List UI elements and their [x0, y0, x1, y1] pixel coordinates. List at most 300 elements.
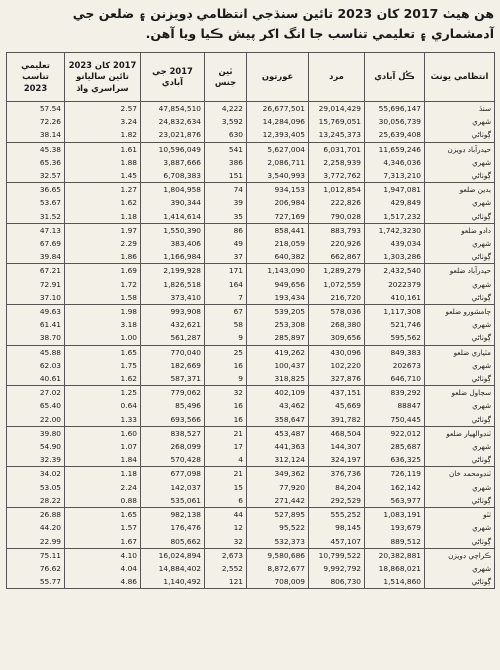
table-row [7, 426, 495, 440]
third-gender-cell: 2,552 [205, 562, 247, 575]
literacy-cell: 65.36 [7, 156, 65, 169]
female-cell: 318,825 [247, 372, 309, 386]
col-header-growth: 2017 کان 2023 تائين ساليانو سراسري واڌ [65, 53, 141, 102]
pop2017-cell: 770,040 [141, 345, 205, 359]
table-row [7, 115, 495, 128]
total-cell: 88847 [365, 399, 425, 412]
table-row [7, 467, 495, 481]
table-row [7, 453, 495, 467]
male-cell: 555,252 [309, 508, 365, 522]
pop2017-cell: 24,832,634 [141, 115, 205, 128]
unit-name-cell: ڳوٺاڻي [425, 169, 495, 183]
male-cell: 3,772,762 [309, 169, 365, 183]
total-cell: 193,679 [365, 521, 425, 534]
total-cell: 889,512 [365, 535, 425, 549]
female-cell: 934,153 [247, 183, 309, 197]
col-header-literacy: تعليمي تناسب 2023 [7, 53, 65, 102]
third-gender-cell: 6 [205, 494, 247, 508]
literacy-cell: 76.62 [7, 562, 65, 575]
male-cell: 292,529 [309, 494, 365, 508]
unit-name-cell: ڳوٺاڻي [425, 372, 495, 386]
unit-name-cell: شهري [425, 278, 495, 291]
total-cell: 18,868,021 [365, 562, 425, 575]
female-cell: 539,205 [247, 305, 309, 319]
male-cell: 45,669 [309, 399, 365, 412]
pop2017-cell: 779,062 [141, 386, 205, 400]
total-cell: 162,142 [365, 481, 425, 494]
pop2017-cell: 535,061 [141, 494, 205, 508]
male-cell: 790,028 [309, 210, 365, 224]
table-row [7, 210, 495, 224]
pop2017-cell: 1,166,984 [141, 250, 205, 264]
third-gender-cell: 21 [205, 426, 247, 440]
total-cell: 1,117,308 [365, 305, 425, 319]
pop2017-cell: 14,884,402 [141, 562, 205, 575]
literacy-cell: 40.61 [7, 372, 65, 386]
literacy-cell: 54.90 [7, 440, 65, 453]
male-cell: 268,380 [309, 318, 365, 331]
growth-cell: 1.45 [65, 169, 141, 183]
growth-cell: 1.27 [65, 183, 141, 197]
growth-cell: 1.75 [65, 359, 141, 372]
pop2017-cell: 838,527 [141, 426, 205, 440]
male-cell: 15,769,051 [309, 115, 365, 128]
third-gender-cell: 3,592 [205, 115, 247, 128]
literacy-cell: 38.70 [7, 331, 65, 345]
female-cell: 5,627,004 [247, 142, 309, 156]
table-row [7, 399, 495, 412]
male-cell: 806,730 [309, 575, 365, 589]
male-cell: 430,096 [309, 345, 365, 359]
growth-cell: 0.88 [65, 494, 141, 508]
male-cell: 468,504 [309, 426, 365, 440]
table-row [7, 156, 495, 169]
unit-name-cell: ڄامشورو ضلعو [425, 305, 495, 319]
growth-cell: 1.62 [65, 372, 141, 386]
growth-cell: 1.67 [65, 535, 141, 549]
third-gender-cell: 37 [205, 250, 247, 264]
unit-name-cell: ڳوٺاڻي [425, 494, 495, 508]
unit-name-cell: ٽنڊوالهيار ضلعو [425, 426, 495, 440]
literacy-cell: 34.02 [7, 467, 65, 481]
female-cell: 441,363 [247, 440, 309, 453]
col-header-male: مرد [309, 53, 365, 102]
third-gender-cell: 16 [205, 399, 247, 412]
male-cell: 1,072,559 [309, 278, 365, 291]
literacy-cell: 47.13 [7, 223, 65, 237]
third-gender-cell: 21 [205, 467, 247, 481]
pop2017-cell: 268,099 [141, 440, 205, 453]
growth-cell: 1.69 [65, 264, 141, 278]
third-gender-cell: 2,673 [205, 548, 247, 562]
male-cell: 216,720 [309, 291, 365, 305]
total-cell: 726,119 [365, 467, 425, 481]
table-row [7, 372, 495, 386]
total-cell: 1,742,3230 [365, 223, 425, 237]
female-cell: 2,086,711 [247, 156, 309, 169]
unit-name-cell: شهري [425, 115, 495, 128]
male-cell: 222,826 [309, 196, 365, 209]
col-header-third-gender: ٽين جنس [205, 53, 247, 102]
growth-cell: 1.58 [65, 291, 141, 305]
literacy-cell: 22.00 [7, 413, 65, 427]
pop2017-cell: 561,287 [141, 331, 205, 345]
pop2017-cell: 1,414,614 [141, 210, 205, 224]
pop2017-cell: 47,854,510 [141, 102, 205, 116]
total-cell: 1,083,191 [365, 508, 425, 522]
female-cell: 218,059 [247, 237, 309, 250]
female-cell: 253,308 [247, 318, 309, 331]
male-cell: 84,204 [309, 481, 365, 494]
third-gender-cell: 17 [205, 440, 247, 453]
literacy-cell: 32.57 [7, 169, 65, 183]
growth-cell: 1.00 [65, 331, 141, 345]
table-row [7, 331, 495, 345]
total-cell: 922,012 [365, 426, 425, 440]
male-cell: 437,151 [309, 386, 365, 400]
literacy-cell: 44.20 [7, 521, 65, 534]
growth-cell: 4.04 [65, 562, 141, 575]
table-row [7, 494, 495, 508]
table-row [7, 535, 495, 549]
unit-name-cell: شهري [425, 562, 495, 575]
male-cell: 9,992,792 [309, 562, 365, 575]
table-row [7, 548, 495, 562]
male-cell: 327,876 [309, 372, 365, 386]
female-cell: 312,124 [247, 453, 309, 467]
male-cell: 1,012,854 [309, 183, 365, 197]
table-row [7, 102, 495, 116]
literacy-cell: 45.88 [7, 345, 65, 359]
pop2017-cell: 805,662 [141, 535, 205, 549]
table-row [7, 237, 495, 250]
unit-name-cell: ڳوٺاڻي [425, 535, 495, 549]
unit-name-cell: حيدرآباد ضلعو [425, 264, 495, 278]
unit-name-cell: ٺٽو [425, 508, 495, 522]
col-header-unit: انتظامي يونٽ [425, 53, 495, 102]
literacy-cell: 65.40 [7, 399, 65, 412]
literacy-cell: 27.02 [7, 386, 65, 400]
literacy-cell: 36.65 [7, 183, 65, 197]
female-cell: 349,362 [247, 467, 309, 481]
literacy-cell: 32.39 [7, 453, 65, 467]
table-row [7, 413, 495, 427]
growth-cell: 1.61 [65, 142, 141, 156]
third-gender-cell: 16 [205, 359, 247, 372]
pop2017-cell: 16,024,894 [141, 548, 205, 562]
unit-name-cell: ڳوٺاڻي [425, 128, 495, 142]
growth-cell: 1.62 [65, 196, 141, 209]
unit-name-cell: ڳوٺاڻي [425, 413, 495, 427]
pop2017-cell: 390,344 [141, 196, 205, 209]
male-cell: 29,014,429 [309, 102, 365, 116]
literacy-cell: 38.14 [7, 128, 65, 142]
third-gender-cell: 35 [205, 210, 247, 224]
third-gender-cell: 164 [205, 278, 247, 291]
literacy-cell: 39.84 [7, 250, 65, 264]
unit-name-cell: ڳوٺاڻي [425, 575, 495, 589]
unit-name-cell: بدين ضلعو [425, 183, 495, 197]
total-cell: 1,514,860 [365, 575, 425, 589]
pop2017-cell: 570,428 [141, 453, 205, 467]
female-cell: 193,434 [247, 291, 309, 305]
literacy-cell: 67.21 [7, 264, 65, 278]
male-cell: 1,289,279 [309, 264, 365, 278]
third-gender-cell: 9 [205, 372, 247, 386]
total-cell: 563,977 [365, 494, 425, 508]
growth-cell: 4.86 [65, 575, 141, 589]
pop2017-cell: 23,021,876 [141, 128, 205, 142]
female-cell: 9,580,686 [247, 548, 309, 562]
third-gender-cell: 32 [205, 386, 247, 400]
female-cell: 402,109 [247, 386, 309, 400]
literacy-cell: 53.05 [7, 481, 65, 494]
total-cell: 25,639,408 [365, 128, 425, 142]
literacy-cell: 37.10 [7, 291, 65, 305]
female-cell: 640,382 [247, 250, 309, 264]
third-gender-cell: 74 [205, 183, 247, 197]
growth-cell: 2.57 [65, 102, 141, 116]
total-cell: 285,687 [365, 440, 425, 453]
total-cell: 202673 [365, 359, 425, 372]
growth-cell: 1.88 [65, 156, 141, 169]
literacy-cell: 55.77 [7, 575, 65, 589]
third-gender-cell: 9 [205, 331, 247, 345]
growth-cell: 1.98 [65, 305, 141, 319]
male-cell: 883,793 [309, 223, 365, 237]
literacy-cell: 39.80 [7, 426, 65, 440]
third-gender-cell: 58 [205, 318, 247, 331]
growth-cell: 3.24 [65, 115, 141, 128]
table-row [7, 481, 495, 494]
unit-name-cell: مٽياري ضلعو [425, 345, 495, 359]
table-row [7, 508, 495, 522]
female-cell: 95,522 [247, 521, 309, 534]
total-cell: 2,432,540 [365, 264, 425, 278]
unit-name-cell: ڪراچي ڊويزن [425, 548, 495, 562]
literacy-cell: 67.69 [7, 237, 65, 250]
growth-cell: 1.07 [65, 440, 141, 453]
growth-cell: 1.18 [65, 210, 141, 224]
table-row [7, 278, 495, 291]
male-cell: 457,107 [309, 535, 365, 549]
page-heading: هن هيٺ 2017 کان 2023 تائين سنڌجي انتظامي ڊويزنن ۽ ضلعن جي آدمشماري ۽ تعليمي تناسب جا انگ اکر پيش ڪيا ويا آهن. [72, 6, 494, 41]
third-gender-cell: 86 [205, 223, 247, 237]
pop2017-cell: 1,826,518 [141, 278, 205, 291]
third-gender-cell: 630 [205, 128, 247, 142]
total-cell: 2022379 [365, 278, 425, 291]
total-cell: 7,313,210 [365, 169, 425, 183]
pop2017-cell: 1,550,390 [141, 223, 205, 237]
third-gender-cell: 32 [205, 535, 247, 549]
growth-cell: 1.57 [65, 521, 141, 534]
pop2017-cell: 2,199,928 [141, 264, 205, 278]
third-gender-cell: 171 [205, 264, 247, 278]
unit-name-cell: ٽنڊومحمد خان [425, 467, 495, 481]
table-row [7, 359, 495, 372]
female-cell: 43,462 [247, 399, 309, 412]
unit-name-cell: شهري [425, 399, 495, 412]
literacy-cell: 72.91 [7, 278, 65, 291]
total-cell: 1,947,081 [365, 183, 425, 197]
male-cell: 220,926 [309, 237, 365, 250]
unit-name-cell: ڳوٺاڻي [425, 453, 495, 467]
third-gender-cell: 25 [205, 345, 247, 359]
unit-name-cell: شهري [425, 196, 495, 209]
unit-name-cell: شهري [425, 318, 495, 331]
pop2017-cell: 677,098 [141, 467, 205, 481]
total-cell: 646,710 [365, 372, 425, 386]
male-cell: 102,220 [309, 359, 365, 372]
third-gender-cell: 4,222 [205, 102, 247, 116]
literacy-cell: 31.52 [7, 210, 65, 224]
male-cell: 6,031,701 [309, 142, 365, 156]
third-gender-cell: 15 [205, 481, 247, 494]
female-cell: 14,284,096 [247, 115, 309, 128]
third-gender-cell: 12 [205, 521, 247, 534]
female-cell: 8,872,677 [247, 562, 309, 575]
third-gender-cell: 151 [205, 169, 247, 183]
unit-name-cell: ڳوٺاڻي [425, 331, 495, 345]
unit-name-cell: شهري [425, 440, 495, 453]
pop2017-cell: 383,406 [141, 237, 205, 250]
growth-cell: 4.10 [65, 548, 141, 562]
female-cell: 100,437 [247, 359, 309, 372]
male-cell: 2,258,939 [309, 156, 365, 169]
female-cell: 527,895 [247, 508, 309, 522]
table-row [7, 223, 495, 237]
unit-name-cell: شهري [425, 237, 495, 250]
pop2017-cell: 3,887,666 [141, 156, 205, 169]
growth-cell: 1.72 [65, 278, 141, 291]
table-row [7, 318, 495, 331]
third-gender-cell: 49 [205, 237, 247, 250]
female-cell: 206,984 [247, 196, 309, 209]
col-header-total: ڪُل آبادي [365, 53, 425, 102]
male-cell: 376,736 [309, 467, 365, 481]
growth-cell: 1.18 [65, 467, 141, 481]
table-row [7, 440, 495, 453]
third-gender-cell: 7 [205, 291, 247, 305]
female-cell: 708,009 [247, 575, 309, 589]
literacy-cell: 26.88 [7, 508, 65, 522]
table-row [7, 128, 495, 142]
total-cell: 636,325 [365, 453, 425, 467]
male-cell: 144,307 [309, 440, 365, 453]
unit-name-cell: سنڌ [425, 102, 495, 116]
unit-name-cell: شهري [425, 156, 495, 169]
growth-cell: 1.65 [65, 345, 141, 359]
population-table [6, 52, 495, 589]
literacy-cell: 61.41 [7, 318, 65, 331]
total-cell: 4,346,036 [365, 156, 425, 169]
female-cell: 77,920 [247, 481, 309, 494]
female-cell: 453,487 [247, 426, 309, 440]
growth-cell: 3.18 [65, 318, 141, 331]
growth-cell: 1.82 [65, 128, 141, 142]
table-row [7, 250, 495, 264]
pop2017-cell: 1,804,958 [141, 183, 205, 197]
unit-name-cell: دادو ضلعو [425, 223, 495, 237]
male-cell: 10,799,522 [309, 548, 365, 562]
literacy-cell: 57.54 [7, 102, 65, 116]
unit-name-cell: ڳوٺاڻي [425, 210, 495, 224]
literacy-cell: 49.63 [7, 305, 65, 319]
growth-cell: 1.65 [65, 508, 141, 522]
third-gender-cell: 541 [205, 142, 247, 156]
total-cell: 1,517,232 [365, 210, 425, 224]
literacy-cell: 22.99 [7, 535, 65, 549]
growth-cell: 1.33 [65, 413, 141, 427]
male-cell: 98,145 [309, 521, 365, 534]
table-row [7, 562, 495, 575]
pop2017-cell: 142,037 [141, 481, 205, 494]
male-cell: 324,197 [309, 453, 365, 467]
table-row [7, 291, 495, 305]
female-cell: 3,540,993 [247, 169, 309, 183]
literacy-cell: 53.67 [7, 196, 65, 209]
table-row [7, 196, 495, 209]
female-cell: 26,677,501 [247, 102, 309, 116]
literacy-cell: 75.11 [7, 548, 65, 562]
growth-cell: 1.60 [65, 426, 141, 440]
pop2017-cell: 993,908 [141, 305, 205, 319]
table-header-row [7, 53, 495, 102]
pop2017-cell: 373,410 [141, 291, 205, 305]
third-gender-cell: 386 [205, 156, 247, 169]
table-row [7, 183, 495, 197]
table-body [7, 102, 495, 589]
total-cell: 429,849 [365, 196, 425, 209]
total-cell: 750,445 [365, 413, 425, 427]
third-gender-cell: 44 [205, 508, 247, 522]
female-cell: 1,143,090 [247, 264, 309, 278]
unit-name-cell: ڳوٺاڻي [425, 250, 495, 264]
pop2017-cell: 587,371 [141, 372, 205, 386]
total-cell: 1,303,286 [365, 250, 425, 264]
pop2017-cell: 1,140,492 [141, 575, 205, 589]
table-row [7, 521, 495, 534]
pop2017-cell: 85,496 [141, 399, 205, 412]
table-row [7, 305, 495, 319]
total-cell: 20,382,881 [365, 548, 425, 562]
female-cell: 949,656 [247, 278, 309, 291]
pop2017-cell: 182,669 [141, 359, 205, 372]
unit-name-cell: شهري [425, 359, 495, 372]
growth-cell: 1.84 [65, 453, 141, 467]
female-cell: 727,169 [247, 210, 309, 224]
third-gender-cell: 67 [205, 305, 247, 319]
unit-name-cell: حيدرآباد ڊويزن [425, 142, 495, 156]
col-header-female: عورتون [247, 53, 309, 102]
female-cell: 285,897 [247, 331, 309, 345]
male-cell: 309,656 [309, 331, 365, 345]
female-cell: 858,441 [247, 223, 309, 237]
literacy-cell: 62.03 [7, 359, 65, 372]
pop2017-cell: 10,596,049 [141, 142, 205, 156]
total-cell: 849,383 [365, 345, 425, 359]
table-row [7, 575, 495, 589]
growth-cell: 2.24 [65, 481, 141, 494]
total-cell: 521,746 [365, 318, 425, 331]
pop2017-cell: 6,708,383 [141, 169, 205, 183]
unit-name-cell: شهري [425, 521, 495, 534]
total-cell: 410,161 [365, 291, 425, 305]
female-cell: 532,373 [247, 535, 309, 549]
female-cell: 358,647 [247, 413, 309, 427]
literacy-cell: 72.26 [7, 115, 65, 128]
third-gender-cell: 4 [205, 453, 247, 467]
